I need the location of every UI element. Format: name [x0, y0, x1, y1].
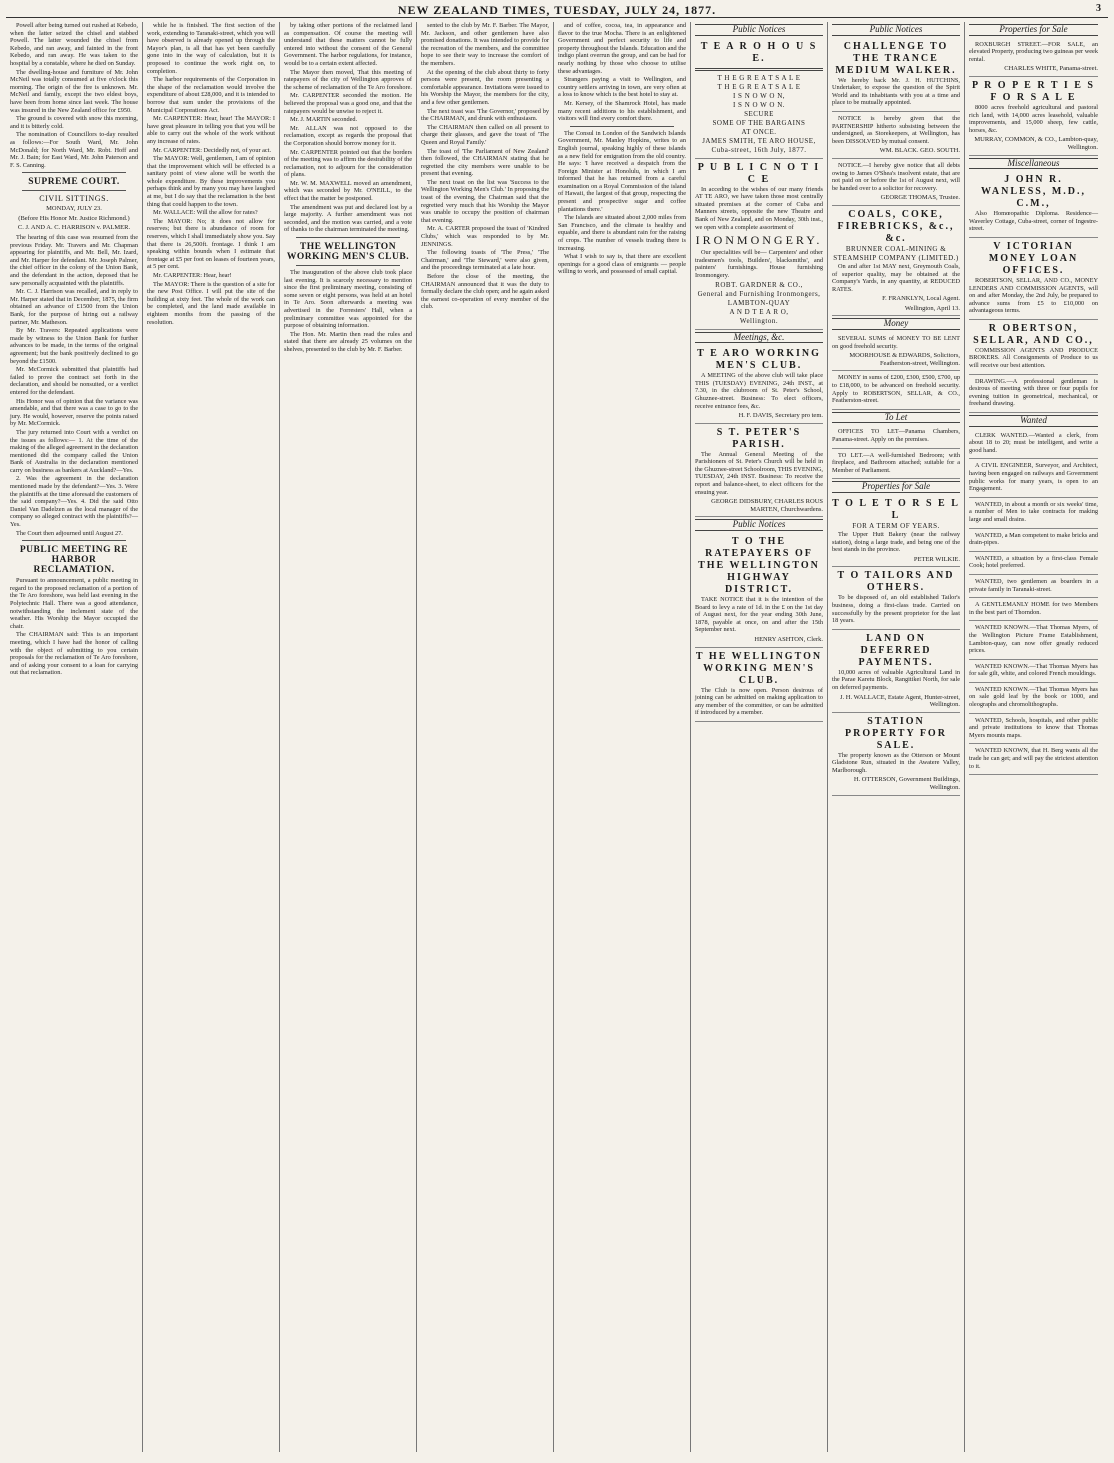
ad-signature: HENRY ASHTON, Clerk. — [754, 636, 823, 643]
article-paragraph: Mr. McCormick submitted that plaintiffs had failed to prove the contract set forth in the declaration, and should be nonsuited, or a verdict entered for the defendant. — [10, 366, 138, 396]
ad-signature: WM. BLACK. GEO. SOUTH. — [879, 147, 960, 155]
advertisement-tailors — [832, 567, 960, 629]
ad-line: AT ONCE. — [741, 127, 777, 136]
article-paragraph: Powell after being turned out rushed at Kebedo, when the latter seized the chisel and stabbed Powell. The latter wounded the chisel from Kebedo, and ran away, and fainted in the front Kebedo, and ran away. He was taken to the hospital by a constable, where he died on Sunday. — [10, 22, 138, 67]
ad-signature: MURRAY, COMMON, & CO., Lambton-quay, Wellington. — [974, 136, 1098, 151]
column-8 — [965, 22, 1102, 1452]
ad-text: WANTED, two gentlemen as boarders in a private family in Taranaki-street. — [969, 577, 1098, 593]
divider — [22, 190, 126, 191]
advertisement-te-aro-house — [695, 38, 823, 159]
ad-title: COALS, COKE, FIREBRICKS, &c., &c. — [837, 208, 955, 244]
advertisement-wanted — [969, 459, 1098, 497]
ad-title: J OHN R. WANLESS, M.D., C.M., — [981, 174, 1086, 210]
advertisement-to-let — [832, 449, 960, 480]
article-paragraph: The amendment was put and declared lost by a large majority. A further amendment was not seconded, and the motion was carried, and a vote of thanks to the chairman terminated the meeting. — [284, 203, 412, 234]
ad-text: WANTED, in about a month or six weeks' time, a number of Men to take contracts for making large and small drains. — [969, 500, 1098, 523]
column-4 — [417, 22, 554, 1452]
article-paragraph: The jury returned into Court with a verdict on the issues as follows:— 1. At the time of the making of the alleged agreement in the declaration mentioned did the company called the Union Bank of Australia in the declaration mentioned carry on business as bankers at Auckland?—Yes. — [10, 428, 138, 474]
advertisement-wanted — [969, 529, 1098, 552]
ad-text: NOTICE.—I hereby give notice that all debts owing to James O'Shea's insolvent estate, that are not paid on or before the 1st of August next, will be handed over to a solicitor for recovery. — [832, 161, 960, 192]
article-paragraph: His Honor was of opinion that the variance was amendable, and that there was a case to go to the jury. He would, however, reserve the points raised by Mr. McCormick. — [10, 397, 138, 428]
article-paragraph: What I wish to say is, that there are excellent openings for a good class of emigrants — people willing to work, and possessed of small capital. — [558, 253, 686, 276]
divider — [22, 540, 126, 541]
ad-signature: J. H. WALLACE, Estate Agent, Hunter-street, Wellington. — [840, 693, 960, 709]
advertisement-wanted — [969, 714, 1098, 745]
article-paragraph: Mr. W. M. MAXWELL moved an amendment, which was seconded by Mr. O'NEILL, to the effect that the matter be postponed. — [284, 179, 412, 203]
article-paragraph: The next toast on the list was 'Success to the Wellington Working Men's Club.' In proposing the toast of the evening, the Chairman said that the regretted very much that his Worship the Mayor was unable to occupy the position of chairman that evening. — [421, 178, 549, 224]
advertisement-properties — [969, 77, 1098, 156]
ad-signature: GEORGE THOMAS, Trustee. — [880, 194, 960, 202]
ad-text: On and after 1st MAY next, Greymouth Coals, of superior quality, may be obtained at the Company's Yards, in any quantity, at REDUCED RATES. — [832, 262, 960, 293]
article-paragraph: Mr. CARPENTER: Decidedly not, of your act. — [153, 146, 272, 154]
ad-signature: JAMES SMITH, TE ARO HOUSE, — [702, 136, 816, 145]
article-paragraph: The MAYOR: No; it does not allow for reserves; but there is abundance of room for reserves, which I shall immediately show you. Say that there is 26,500ft. frontage. I think I am speaking within bounds when I estimate that frontage at £5 per foot on leases of fourteen years, at 5 per cent. — [147, 217, 275, 271]
advertisement-coal — [832, 206, 960, 317]
divider — [570, 126, 674, 127]
masthead — [6, 4, 1108, 18]
article-paragraph: while he is finished. The first section of the work, extending to Taranaki-street, which you will have observed is already opened up through the Mayor's plan, is all that has yet been carefully gone into in the way of calculation, but it is proposed to continue the work right on, to completion. — [147, 22, 275, 75]
advertisement-parish — [695, 424, 823, 518]
ad-signature: CHARLES WHITE, Panama-street. — [1004, 65, 1098, 73]
article-paragraph: The Mayor then moved, That this meeting of ratepayers of the city of Wellington approves of the scheme of reclamation of the Te Aro foreshore. — [284, 68, 412, 91]
section-heading: Public Notices — [832, 24, 960, 36]
ad-text: WANTED, a situation by a first-class Female Cook; hotel preferred. — [969, 554, 1098, 570]
advertisement-commission-agents — [969, 320, 1098, 375]
section-heading: To Let — [832, 412, 960, 424]
ad-text: WANTED KNOWN.—That Thomas Myers, of the Wellington Picture Frame Establishment, Lambton-quay, can now offer greatly reduced prices. — [969, 624, 1098, 655]
advertisement-drawing — [969, 375, 1098, 413]
ad-text: ROBERTSON, SELLAR, AND CO., MONEY LENDERS AND COMMISSION AGENTS, will on and after Monday, the 2nd July, be prepared to advance sums from £5 to £10,000 on advantageous terms. — [969, 276, 1098, 315]
article-paragraph: Strangers paying a visit to Wellington, and country settlers arriving in town, are very often at a loss to know which is the best hotel to stay at. — [558, 76, 686, 99]
advertisement-challenge — [832, 38, 960, 112]
advertisement-loan-offices — [969, 238, 1098, 320]
ad-text: The Annual General Meeting of the Parishioners of St. Peter's Church will be held in the Ghuznee-street Schoolroom, THIS EVENING, TUESDAY, 24th INST. Business: To receive the report and balance-sheet, to elect officers for the ensuing year. — [695, 450, 823, 496]
advertisement-bakery — [832, 495, 960, 567]
advertisement-wanted — [969, 621, 1098, 659]
article-paragraph: The Consul in London of the Sandwich Islands Government, Mr. Manley Hopkins, writes to an English journal, speaking highly of these islands as a new field for emigration from the old country. He says: 'I have received a despatch from the Foreign Minister at Honolulu, in which I am informed that he has returned from a careful examination on a Royal Commission of the island of Hawaii, the largest of that group, respecting the present and prospective sugar and coffee plantations there.' — [558, 129, 686, 213]
ad-text: WANTED KNOWN.—That Thomas Myers has on sale gold leaf by the book or 1000, and oleographs and chromolithographs. — [969, 685, 1098, 709]
ad-line: T H E G R E A T S A L E — [717, 82, 801, 91]
section-heading: Properties for Sale — [832, 481, 960, 493]
article-paragraph: The following toasts of 'The Press,' 'The Chairman,' and 'The Steward,' were also given, and the proceedings terminated at a late hour. — [421, 249, 549, 272]
ad-signature: General and Furnishing Ironmongers, LAMBTON-QUAY — [697, 289, 821, 307]
ad-signature: PETER WILKIE. — [913, 555, 960, 563]
advertisement-working-mens-club — [695, 648, 823, 722]
advertisement-roxburgh — [969, 38, 1098, 77]
article-paragraph: The Islands are situated about 2,000 miles from San Francisco, and the climate is healthy and equable, and there is abundant rain for the raising of crops. The number of vessels trading there is increasing. — [558, 214, 686, 252]
article-paragraph: Mr. C. J. Harrison was recalled, and in reply to Mr. Harper stated that in December, 1875, the firm obtained an advance of £1500 from the Union Bank, for the purpose of hiring out a railway partner, Mr. Matheson. — [10, 288, 138, 326]
page-number: 3 — [1096, 3, 1102, 14]
advertisement-money — [832, 332, 960, 371]
article-paragraph: Mr. CARPENTER pointed out that the borders of the meeting was to affirm the desirability of the reclamation, not to adjourn for the consideration of plans. — [284, 148, 412, 179]
ad-text: WANTED, Schools, hospitals, and other public and private institutions to know that Thomas Myers mounts maps. — [969, 716, 1098, 739]
ad-text: DRAWING.—A professional gentleman is desirous of meeting with three or four pupils for evening tuition in geometrical, mechanical, or freehand drawing. — [969, 377, 1098, 408]
ad-date: Cuba-street, 16th July, 1877. — [711, 145, 807, 154]
column-6 — [691, 22, 828, 1452]
ad-text: TAKE NOTICE that it is the intention of the Board to levy a rate of 1d. in the £ on the 1st day of August next, for the year ending 30th June, 1878, payable at once, on and after the 15th September next. — [695, 596, 823, 634]
advertisement-land — [832, 630, 960, 713]
article-paragraph: The CHAIRMAN said: This is an important meeting, which I have had the honor of calling with the object of submitting to you certain proposals for the reclamation of Te Aro foreshore, and of asking your consent to a loan for carrying out that reclamation. — [10, 631, 138, 677]
masthead-title: NEW ZEALAND TIMES, TUESDAY, JULY 24, 1877. — [397, 3, 717, 17]
section-heading: THE WELLINGTON WORKING MEN'S CLUB. — [286, 242, 410, 263]
column-1 — [6, 22, 143, 1452]
ad-line: SECURE — [744, 109, 774, 118]
ad-title: CHALLENGE TO THE TRANCE MEDIUM WALKER. — [835, 40, 957, 76]
ad-text: Our specialities will be— Carpenters' and other tradesmen's tools, Builders', blacksmiths', and painters' furnishings. House furnishing Ironmongery. — [695, 249, 823, 279]
ad-signature: A N D T E A R O, — [729, 307, 789, 316]
byline: (Before His Honor Mr. Justice Richmond.) — [18, 214, 130, 222]
article-paragraph: Mr. J. MARTIN seconded. — [290, 116, 358, 124]
ad-title: T HE WELLINGTON WORKING MEN'S CLUB. — [695, 650, 823, 686]
ad-text: OFFICES TO LET—Panama Chambers, Panama-street. Apply on the premises. — [832, 428, 960, 443]
advertisement-wanted — [969, 575, 1098, 598]
ad-line: T H E G R E A T S A L E — [717, 73, 801, 82]
ad-title: R OBERTSON, SELLAR, AND CO., — [973, 322, 1094, 346]
ad-text: COMMISSION AGENTS AND PRODUCE BROKERS. All Consignments of Produce to us will receive our best attention. — [969, 346, 1098, 370]
ad-title: P R O P E R T I E S F O R S A L E — [972, 79, 1095, 103]
section-heading: Money — [832, 318, 960, 330]
advertisement-ratepayers — [695, 533, 823, 648]
divider — [296, 237, 400, 238]
article-paragraph: The hearing of this case was resumed from the previous Friday. Mr. Travers and Mr. Chapman appearing for plaintiffs, and Mr. Bell, Mr. Izard, and Mr. Harper for defendant. Mr. Joseph Palmer, the chief officer in the colony of the Union Bank, and the defendant in the action, deposed that he saw personally acquainted with the plaintiffs. — [10, 234, 138, 287]
article-paragraph: The CHAIRMAN then called on all present to charge their glasses, and gave the toast of 'The Queen and Royal Family.' — [421, 123, 549, 146]
article-paragraph: By Mr. Travers: Repeated applications were made by witness to the Union Bank for further advances to be made, in the terms of the original agreement; but the bank positively declined to go beyond the £1500. — [10, 327, 138, 365]
article-paragraph: Pursuant to announcement, a public meeting in regard to the proposed reclamation of a portion of the Te Aro foreshore, was held last evening in the Polytechnic Hall. There was a good attendance, notwithstanding the inclement state of the weather. His Worship the Mayor occupied the chair. — [10, 577, 138, 630]
advertisement-ironmongery — [695, 159, 823, 330]
article-paragraph: Mr. CARPENTER: Hear, hear! The MAYOR: I have great pleasure in telling you that you will be able to carry out the whole of the work without any increase of rates. — [147, 115, 275, 145]
advertisement-wanted — [969, 429, 1098, 460]
ad-signature: H. OTTERSON, Government Buildings, Wellington. — [853, 776, 960, 792]
ad-line: I S N O W O N, — [732, 91, 786, 100]
divider — [695, 68, 823, 71]
ad-text: In acceding to the wishes of our many friends AT TE ARO, we have taken those most centrally situated premises at the corner of Cuba and Manners streets, opposite the new Theatre and Bank of New Zealand, and on Monday, 30th inst., we open with a complete assortment of — [695, 185, 823, 231]
ad-signature: Wellington. — [739, 316, 779, 325]
ad-text: 10,000 acres of valuable Agricultural Land in the Parae Karetu Block, Rangitikei North, for sale on deferred payments. — [832, 668, 960, 691]
columns — [6, 22, 1108, 1452]
section-heading: PUBLIC MEETING RE HARBOR RECLAMATION. — [19, 545, 129, 576]
ad-signature: GEORGE DIDSBURY, CHARLES ROUS MARTEN, Churchwardens. — [711, 498, 823, 513]
advertisement-club-meeting — [695, 345, 823, 424]
ad-text: The Club is now open. Person desirous of joining can be admitted on making application to any member of the committee, or can be admitted if introduced by a member. — [695, 686, 823, 717]
ad-text: TO LET.—A well-furnished Bedroom; with fireplace, and Bathroom attached; suitable for a Member of Parliament. — [832, 451, 960, 474]
section-heading: Meetings, &c. — [695, 332, 823, 344]
section-heading: Properties for Sale — [969, 24, 1098, 36]
ad-title: LAND ON DEFERRED PAYMENTS. — [858, 632, 934, 668]
ad-text: A GENTLEMANLY HOME for two Members in the best part of Thorndon. — [969, 601, 1098, 616]
article-paragraph: Mr. A. CARTER proposed the toast of 'Kindred Clubs,' which was responded to by Mr. JENNINGS. — [421, 225, 549, 248]
article-paragraph: The Court then adjourned until August 27. — [16, 529, 123, 537]
article-paragraph: The Hon. Mr. Martin then read the rules and stated that there are already 25 volumes on the shelves, presented to the club by Mr. F. Barber. — [284, 330, 412, 353]
section-subheading: CIVIL SITTINGS. — [39, 194, 109, 204]
article-paragraph: Mr. CARPENTER: Hear, hear! — [153, 272, 232, 279]
advertisement-partnership — [832, 112, 960, 159]
ad-title: T E ARO WORKING MEN'S CLUB. — [697, 348, 821, 372]
section-heading: SUPREME COURT. — [28, 177, 120, 188]
section-heading: Public Notices — [695, 519, 823, 531]
advertisement-station — [832, 713, 960, 796]
ad-text: A MEETING of the above club will take place THIS (TUESDAY) EVENING, 24th INST., at 7.30, in the clubroom of St. Peter's School, Ghuznee-street. Business: To elect officers, receive entrance fees, &c. — [695, 372, 823, 410]
ad-text: ROXBURGH STREET.—FOR SALE, an elevated Property, producing two guineas per week rental. — [969, 40, 1098, 63]
article-paragraph: The MAYOR: Well, gentlemen, I am of opinion that the improvement which will be effected is a sanitary point of view alone will be worth the whole expenditure. By these improvements you perhaps think and by many you may have laughed at me, but I do say that the reclamation is the best thing that could happen to the town. — [147, 155, 275, 208]
ad-title: P U B L I C N O T I C E — [697, 161, 821, 185]
article-paragraph: 2. Was the agreement in the declaration mentioned made by the defendant?—Yes. 3. Were the plaintiffs at the time aforesaid the customers of the said company?—Yes. 4. Did the said Otto Daniel Van Dadelzen as the local manager of the company so alleged contract with the plaintiffs?—Yes. — [10, 475, 138, 529]
ad-signature: H. F. DAVIS, Secretary pro tem. — [738, 412, 823, 420]
ad-text: WANTED KNOWN.—That Thomas Myers has for sale gilt, white, and colored French mouldings. — [969, 662, 1098, 678]
article-paragraph: Before the close of the meeting, the CHAIRMAN announced that it was the duty to formally declare the club open; and he again asked the earnest co-operation of every member of the club. — [421, 273, 549, 311]
advertisement-notice — [832, 159, 960, 206]
advertisement-wanted — [969, 660, 1098, 683]
ad-text: To be disposed of, an old established Tailor's business, doing a first-class trade. Carried on successfully by the present proprietor for the last 18 years. — [832, 594, 960, 625]
advertisement-wanted — [969, 552, 1098, 575]
ad-text: WANTED, a Man competent to make bricks and drain-pipes. — [969, 531, 1098, 547]
article-paragraph: by taking other portions of the reclaimed land as compensation. Of course the meeting will understand that these matters cannot be fully entered into without the consent of the General Government. The harbor regulations, for instance, would be to a certain extent affected. — [284, 22, 412, 67]
ad-signature: MOORHOUSE & EDWARDS, Solicitors, Featherston-street, Wellington. — [849, 352, 960, 367]
ad-text: The property known as the Otterson or Mount Gladstone Run, situated in the Awatere Valley, Marlborough. — [832, 751, 960, 774]
ad-title: V ICTORIAN MONEY LOAN OFFICES. — [988, 240, 1079, 276]
section-heading: Miscellaneous — [969, 158, 1098, 170]
advertisement-wanted — [969, 598, 1098, 621]
advertisement-wanted — [969, 683, 1098, 714]
section-heading: Wanted — [969, 415, 1098, 427]
article-paragraph: The ground is covered with snow this morning, and it is bitterly cold. — [10, 115, 138, 130]
ad-title: T E A R O H O U S E. — [700, 40, 818, 64]
divider — [22, 172, 126, 173]
article-paragraph: At the opening of the club about thirty to forty persons were present, the room presenting a comfortable appearance. Invitations were issued to his Worship the Mayor, the members for the city, and a few other gentlemen. — [421, 68, 549, 106]
ad-signature: F. FRANKLYN, Local Agent. — [882, 295, 960, 303]
ad-title: T O TAILORS AND OTHERS. — [837, 570, 955, 594]
ad-text: WANTED KNOWN, that H. Berg wants all the trade he can get; and will pay the strictest attention to it. — [969, 747, 1098, 770]
article-paragraph: The toast of 'The Parliament of New Zealand' then followed, the CHAIRMAN stating that he regretted the city members were unable to be present that evening. — [421, 147, 549, 178]
divider — [296, 265, 400, 266]
article-paragraph: The nomination of Councillors to-day resulted as follows:—For South Ward, Mr. John McDonald; for North Ward, Mr. Robt. Hoff and Mr. J. Bain; for East Ward, Mr. John Paterson and F. S. Canning. — [10, 131, 138, 169]
advertisement-wanted — [969, 744, 1098, 775]
ad-text: We hereby back Mr. J. H. HUTCHINS, Undertaker, to expose the question of the Spirit World and its inhabitants with you at a time and place to be mutually appointed. — [832, 76, 960, 107]
ad-title: S T. PETER'S PARISH. — [716, 426, 802, 450]
ad-text: CLERK WANTED.—Wanted a clerk, from about 18 to 20; must be intelligent, and write a good hand. — [969, 431, 1098, 454]
case-title: C. J. AND A. C. HARRISON v. PALMER. — [17, 224, 131, 232]
advertisement-to-let — [832, 425, 960, 448]
ad-title: T O L E T O R S E L L — [832, 497, 960, 521]
column-3 — [280, 22, 417, 1452]
ad-line: I S N O W O N. — [732, 100, 786, 109]
advertisement-doctor — [969, 171, 1098, 238]
article-paragraph: sented to the club by Mr. F. Barber. The Mayor, Mr. Jackson, and other gentlemen have also promised donations. It was intended to provide for the recreation of the members, and the committee hope to see their way to increase the comfort of the members. — [421, 22, 549, 67]
ad-line: SOME OF THE BARGAINS — [712, 118, 806, 127]
ad-text: SEVERAL SUMS of MONEY TO BE LENT on good freehold security. — [832, 335, 960, 350]
article-paragraph: Mr. ALLAN was not opposed to the reclamation, except as regards the proposal that the Corporation should borrow money for it. — [284, 124, 412, 147]
ad-headline: IRONMONGERY. — [695, 233, 823, 248]
ad-date: Wellington, April 13. — [904, 304, 960, 312]
column-7 — [828, 22, 965, 1452]
article-paragraph: The harbor requirements of the Corporation in the shape of the reclamation would involve the expenditure of about £28,000, and it is intended to borrow that sum under the provisions of the Municipal Corporations Act. — [147, 76, 275, 114]
advertisement-wanted — [969, 498, 1098, 529]
ad-subtitle: FOR A TERM OF YEARS. — [852, 521, 940, 530]
section-heading: Public Notices — [695, 24, 823, 36]
ad-text: A CIVIL ENGINEER, Surveyor, and Architect, having been engaged on railways and Government public works for many years, is open to an Engagement. — [969, 462, 1098, 493]
ad-title: STATION PROPERTY FOR SALE. — [845, 715, 947, 751]
article-paragraph: and of coffee, cocoa, tea, in appearance and flavor to the true Mocha. There is an enlightened Government and perfect security to life and property throughout the Islands. Education and the indigo plant overrun the group, and can be had for nearly nothing by those who choose to utilise these advantages. — [558, 22, 686, 75]
article-paragraph: Mr. WALLACE: Will the allow for rates? — [153, 209, 258, 217]
ad-text: Also Homœopathic Diploma. Residence—Waverley Cottage, Cuba-street, corner of Ingestre-street. — [969, 210, 1098, 233]
column-5 — [554, 22, 691, 1452]
ad-text: The Upper Hutt Bakery (near the railway station), doing a large trade, and being one of the best stands in the province. — [832, 530, 960, 554]
date-line: MONDAY, JULY 23. — [46, 205, 102, 213]
article-paragraph: The inauguration of the above club took place last evening. It is scarcely necessary to mention since the first preliminary meeting, consisting of some seven or eight persons, was held at an hotel in Te Aro. Soon afterwards a meeting was advertised in the Forresters' Hall, when a preliminary committee was appointed for the purpose of obtaining information. — [284, 269, 412, 330]
article-paragraph: The MAYOR: There is the question of a site for the new Post Office. I will put the site of the building at sixty feet. The whole of the work can be completed, and the land made available in eighteen months from the passing of the resolution. — [147, 280, 275, 326]
ad-text: MONEY in sums of £200, £300, £500, £700, up to £18,000, to be advanced on freehold security. Apply to ROBERTSON, SELLAR, & CO., Featherston-street. — [832, 374, 960, 405]
ad-text: NOTICE is hereby given that the PARTNERSHIP hitherto subsisting between the undersigned, as Storekeepers, at Wellington, has been DISSOLVED by mutual consent. — [832, 114, 960, 145]
article-paragraph: The dwelling-house and furniture of Mr. John McNeil was totally consumed at five o'clock this morning. The origin of the fire is unknown. Mr. McNeil and family, except the two eldest boys, have been from home since last week. The house was insured in the New Zealand office for £950. — [10, 68, 138, 114]
article-paragraph: Mr. Kersey, of the Shamrock Hotel, has made many recent additions to his establishment, and visitors will find every comfort there. — [558, 99, 686, 123]
article-paragraph: The next toast was 'The Governor,' proposed by the CHAIRMAN, and drunk with enthusiasm. — [421, 107, 549, 123]
advertisement-money — [832, 371, 960, 409]
article-paragraph: Mr. CARPENTER seconded the motion. He believed the proposal was a good one, and that the ratepayers would be unwise to reject it. — [284, 92, 412, 115]
ad-title: T O THE RATEPAYERS OF THE WELLINGTON HIGHWAY DISTRICT. — [698, 536, 820, 596]
ad-subtitle: BRUNNER COAL-MINING & STEAMSHIP COMPANY (LIMITED.) — [833, 244, 959, 262]
ad-signature: ROBT. GARDNER & CO., — [715, 280, 803, 289]
ad-text: 8000 acres freehold agricultural and pastoral rich land, with 14,000 acres leasehold, valuable improvements, and 15,000 sheep, few cattle, horses, &c. — [969, 103, 1098, 134]
column-2 — [143, 22, 280, 1452]
